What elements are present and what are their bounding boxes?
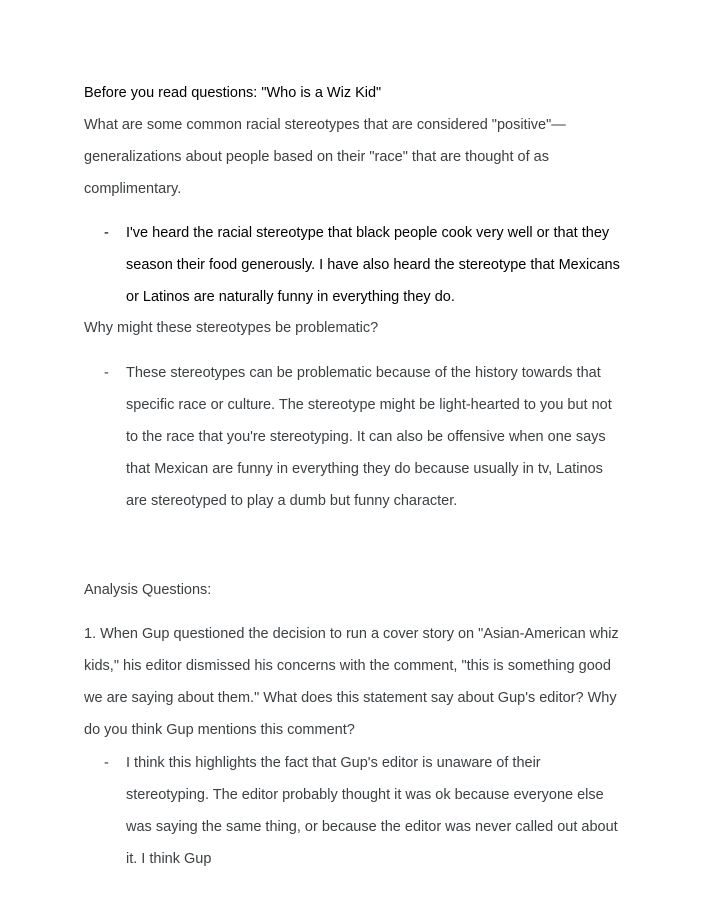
bullet-dash: - xyxy=(104,365,109,381)
answer-1-text: I've heard the racial stereotype that black people cook very well or that they season their food generously. I have also heard the stereotype that Mexicans or Latinos are naturally funny in everything they do. xyxy=(126,225,620,305)
analysis-question-1: 1. When Gup questioned the decision to run a cover story on "Asian-American whiz kids," his editor dismissed his concerns with the comment, "this is something good we are saying about them." What does this statement say about Gup's editor? Why do you think Gup mentions this comment? xyxy=(84,626,619,738)
analysis-answer-1-text: I think this highlights the fact that Gup's editor is unaware of their stereotyping. The editor probably thought it was ok because everyone else was saying the same thing, or because the editor was never called out about it. I think Gup xyxy=(126,755,618,867)
bullet-dash: - xyxy=(104,225,109,241)
bullet-dash: - xyxy=(104,755,109,771)
analysis-heading: Analysis Questions: xyxy=(84,582,212,598)
question-1: What are some common racial stereotypes that are considered "positive"—generalizations about people based on their "race" that are thought of as complimentary. xyxy=(84,117,566,197)
section-heading: Before you read questions: "Who is a Wiz Kid" xyxy=(84,85,382,101)
answer-2-text: These stereotypes can be problematic because of the history towards that specific race or culture. The stereotype might be light-hearted to you but not to the race that you're stereotyping. It can also be offensive when one says that Mexican are funny in everything they do because usually in tv, Latinos are stereotyped to play a dumb but funny character. xyxy=(126,365,612,509)
question-2: Why might these stereotypes be problematic? xyxy=(84,320,379,336)
